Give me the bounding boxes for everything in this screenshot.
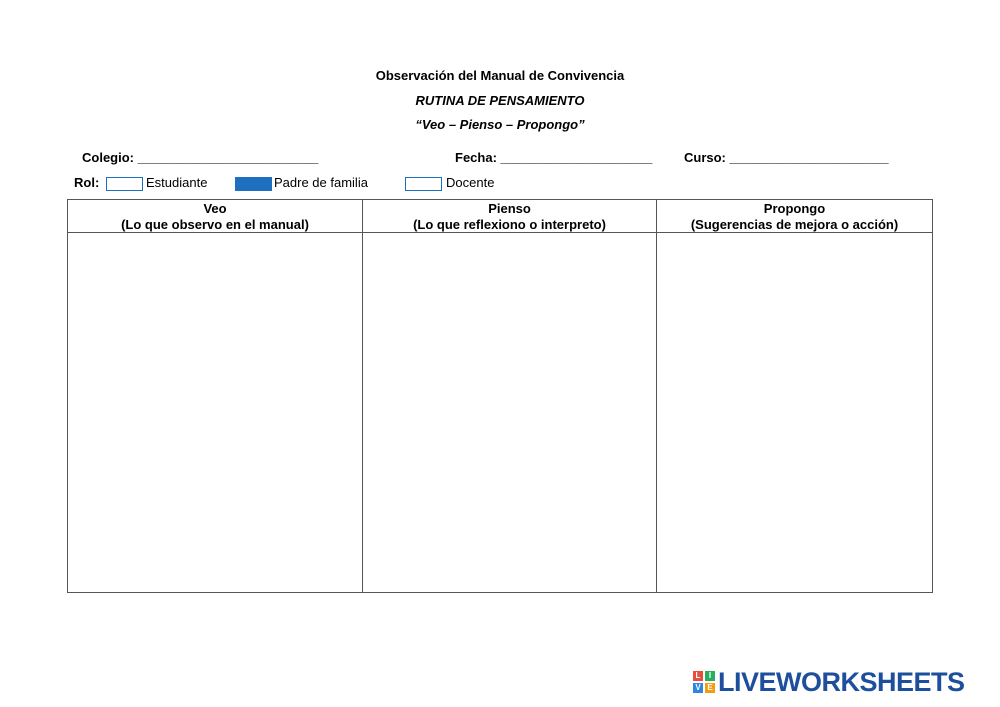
veo-header [68,200,362,233]
curso-field[interactable] [684,150,889,165]
curso-input-line[interactable]: ______________________ [729,150,889,165]
logo-letter-l: L [693,671,703,681]
pienso-answer-area[interactable] [363,233,656,592]
liveworksheets-logo-icon [693,671,715,693]
propongo-header [657,200,932,233]
docente-label: Docente [446,175,495,190]
docente-checkbox[interactable] [405,177,442,191]
colegio-field[interactable] [82,150,318,165]
pienso-subtitle: (Lo que reflexiono o interpreto) [413,217,606,232]
colegio-label: Colegio: [82,150,134,165]
pienso-header [363,200,656,233]
routine-name: “Veo – Pienso – Propongo” [415,117,585,132]
document-title: Observación del Manual de Convivencia [375,68,625,83]
padre-de-familia-label: Padre de familia [274,175,368,190]
propongo-title: Propongo [763,201,826,216]
liveworksheets-brand [693,668,965,696]
fecha-field[interactable] [455,150,652,165]
fecha-label: Fecha: [455,150,497,165]
routine-subtitle: RUTINA DE PENSAMIENTO [415,93,585,108]
padre-de-familia-checkbox[interactable] [235,177,272,191]
colegio-input-line[interactable]: _________________________ [137,150,319,165]
routine-table [67,199,933,593]
logo-letter-i: I [705,671,715,681]
propongo-subtitle: (Sugerencias de mejora o acción) [690,217,899,232]
veo-subtitle: (Lo que observo en el manual) [121,217,309,232]
fecha-input-line[interactable]: _____________________ [500,150,653,165]
propongo-column [657,200,932,592]
logo-letter-e: E [705,683,715,693]
estudiante-label: Estudiante [146,175,208,190]
liveworksheets-wordmark: LIVEWORKSHEETS [718,666,965,697]
rol-label: Rol: [74,175,100,190]
pienso-column [363,200,657,592]
pienso-title: Pienso [488,201,531,216]
curso-label: Curso: [684,150,726,165]
veo-answer-area[interactable] [68,233,362,592]
propongo-answer-area[interactable] [657,233,932,592]
estudiante-checkbox[interactable] [106,177,143,191]
veo-column [68,200,363,592]
veo-title: Veo [203,201,227,216]
logo-letter-v: V [693,683,703,693]
